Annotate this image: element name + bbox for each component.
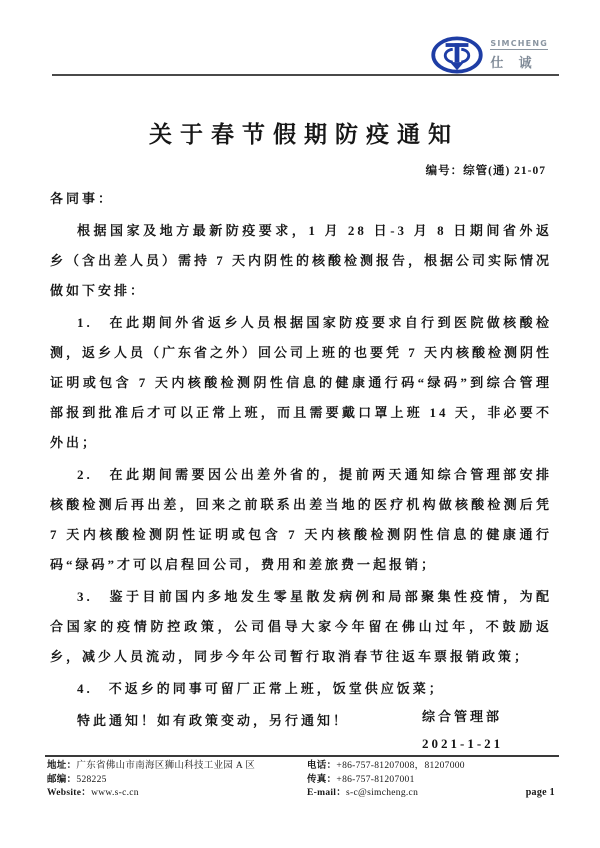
- company-logo: [430, 36, 548, 74]
- footer-email-row: [307, 787, 465, 801]
- phone-value: +86-757-81207008，81207000: [336, 761, 465, 771]
- paragraph: 1. 在此期间外省返乡人员根据国家防疫要求自行到医院做核酸检测，返乡人员（广东省之外）回公司上班的也要凭 7 天内核酸检测阴性证明或包含 7 天内核酸检测阴性信息的健康通行码“绿码”到综合管理部报到批准后才可以正常上班，而且需要戴口罩上班 14 天，非必要不外出；: [50, 315, 553, 450]
- header-divider: [52, 74, 559, 76]
- address-label: 地址：: [47, 761, 77, 771]
- brand-name-cn: 仕 诚: [490, 55, 538, 70]
- brand-name-en: SIMCHENG: [490, 39, 548, 48]
- address-value: 广东省佛山市南海区狮山科技工业园 A 区: [76, 761, 255, 771]
- company-brand: [490, 39, 548, 71]
- zip-value: 528225: [76, 774, 107, 785]
- footer-zip-row: [47, 774, 255, 788]
- footer-left-column: [47, 760, 255, 801]
- footer-fax-row: [307, 774, 465, 788]
- footer-address-row: [47, 760, 255, 774]
- footer-divider: [45, 755, 559, 757]
- zip-label: 邮编：: [47, 774, 77, 785]
- email-label: E-mail：: [307, 788, 347, 798]
- paragraph: 根据国家及地方最新防疫要求，1 月 28 日-3 月 8 日期间省外返乡（含出差人员）需持 7 天内阴性的核酸检测报告，根据公司实际情况做如下安排：: [50, 223, 553, 298]
- paragraph-list: [50, 216, 552, 736]
- fax-value: +86-757-81207001: [336, 774, 415, 785]
- website-value: www.s-c.cn: [91, 788, 139, 798]
- footer-website-row: [47, 787, 255, 801]
- signature-block: [422, 703, 503, 757]
- paragraph: 2. 在此期间需要因公出差外省的，提前两天通知综合管理部安排核酸检测后再出差，回来之前联系出差当地的医疗机构做核酸检测后凭 7 天内核酸检测阴性证明或包含 7 天内核酸检测阴性信息的健康通行码“绿码”才可以启程回公司，费用和差旅费一起报销；: [50, 467, 552, 572]
- footer-right-column: [307, 760, 465, 801]
- signature-department: 综合管理部: [422, 709, 503, 724]
- footer-phone-row: [307, 760, 465, 774]
- greeting: 各同事：: [50, 191, 115, 206]
- page-title: 关于春节假期防疫通知: [149, 122, 459, 147]
- phone-label: 电话：: [307, 761, 337, 771]
- fax-label: 传真：: [307, 774, 337, 785]
- document-body: [50, 184, 552, 738]
- paragraph: 4. 不返乡的同事可留厂正常上班，饭堂供应饭菜；: [77, 681, 445, 696]
- website-label: Website：: [47, 788, 92, 798]
- company-logo-icon: [430, 36, 484, 74]
- document-number: 编号：综管(通) 21-07: [425, 165, 546, 177]
- signature-date: 2021-1-21: [422, 736, 504, 751]
- paragraph: 3. 鉴于目前国内多地发生零星散发病例和局部聚集性疫情，为配合国家的疫情防控政策，公司倡导大家今年留在佛山过年，不鼓励返乡，减少人员流动，同步今年公司暂行取消春节往返车票报销政策；: [50, 589, 552, 664]
- paragraph: 特此通知！如有政策变动，另行通知！: [77, 713, 350, 728]
- page-number: page 1: [525, 787, 555, 798]
- email-value: s-c@simcheng.cn: [346, 788, 419, 798]
